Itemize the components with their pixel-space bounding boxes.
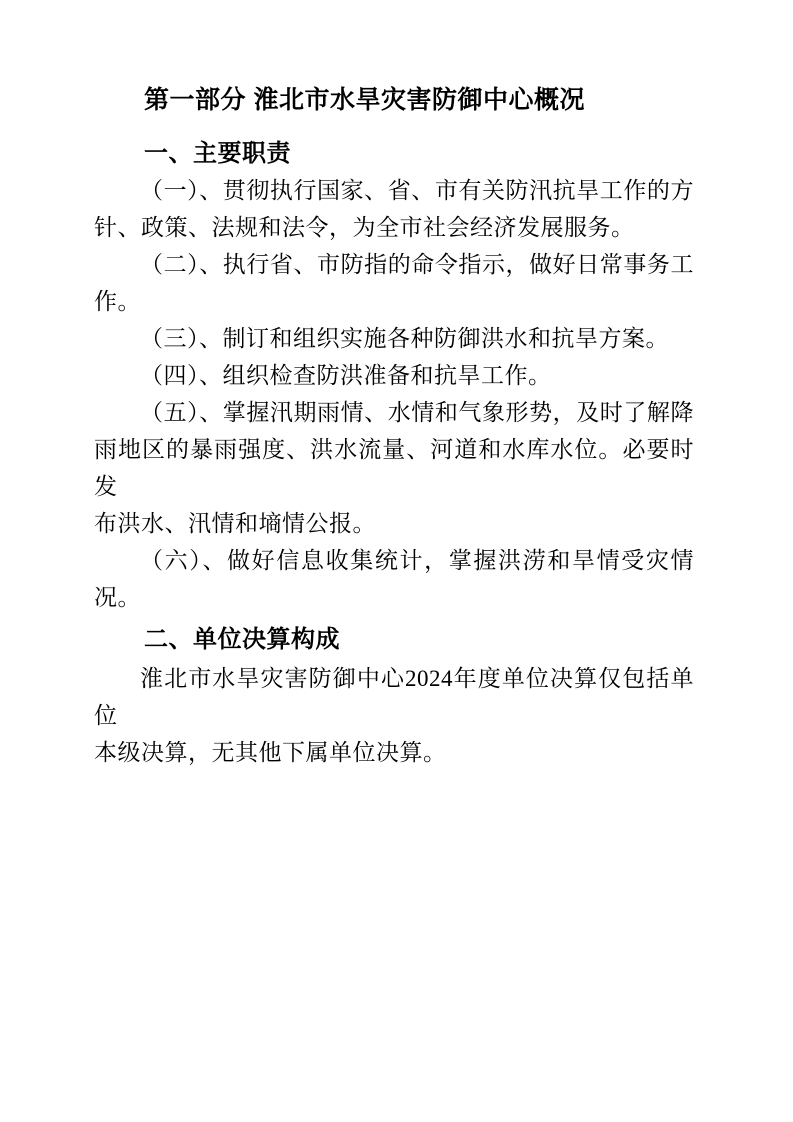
paragraph-line: （三）、制订和组织实施各种防御洪水和抗旱方案。 bbox=[140, 326, 669, 351]
paragraph-line: （五）、掌握汛期雨情、水情和气象形势，及时了解降 bbox=[140, 400, 694, 425]
paragraph-line: 雨地区的暴雨强度、洪水流量、河道和水库水位。必要时发 bbox=[94, 437, 694, 499]
paragraph-line: （一）、贯彻执行国家、省、市有关防汛抗旱工作的方 bbox=[140, 178, 694, 203]
part-heading: 第一部分 淮北市水旱灾害防御中心概况 bbox=[144, 86, 585, 114]
paragraph-line: 布洪水、汛情和墒情公报。 bbox=[94, 511, 376, 536]
paragraph-line: 作。 bbox=[94, 289, 141, 314]
paragraph-duty-5 bbox=[94, 394, 694, 542]
paragraph-line: 本级决算，无其他下属单位决算。 bbox=[94, 740, 447, 765]
section-heading-budget-composition: 二、单位决算构成 bbox=[144, 626, 340, 653]
paragraph-line: （六）、做好信息收集统计，掌握洪涝和旱情受灾情 bbox=[140, 548, 694, 573]
paragraph-duty-6 bbox=[94, 542, 694, 616]
paragraph-duty-2 bbox=[94, 246, 694, 320]
paragraph-budget-composition bbox=[94, 660, 694, 771]
paragraph-duty-4 bbox=[94, 357, 694, 394]
paragraph-line: （二）、执行省、市防指的命令指示，做好日常事务工 bbox=[140, 252, 694, 277]
paragraph-line: 况。 bbox=[94, 585, 141, 610]
paragraph-line: （四）、组织检查防洪准备和抗旱工作。 bbox=[140, 363, 552, 388]
section-heading-duties: 一、主要职责 bbox=[144, 140, 291, 167]
paragraph-duty-3 bbox=[94, 320, 694, 357]
paragraph-duty-1 bbox=[94, 172, 694, 246]
paragraph-line: 淮北市水旱灾害防御中心2024年度单位决算仅包括单位 bbox=[94, 666, 694, 728]
paragraph-line: 针、政策、法规和法令，为全市社会经济发展服务。 bbox=[94, 215, 635, 240]
